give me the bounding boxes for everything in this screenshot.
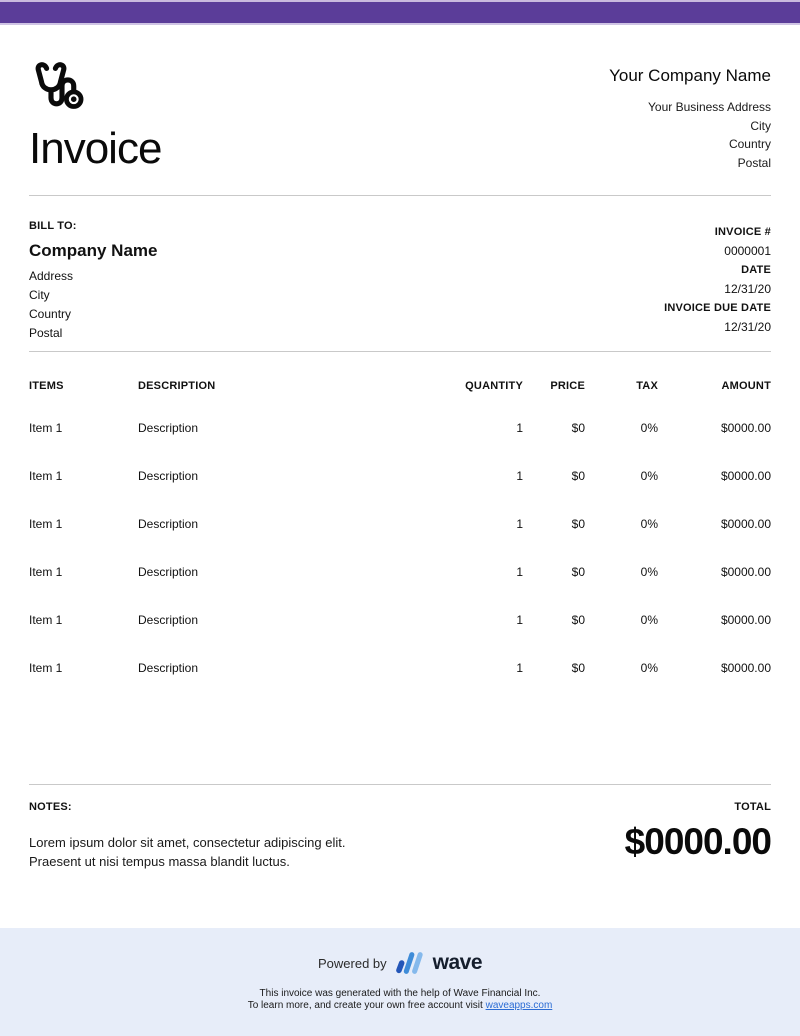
table-row (29, 452, 771, 500)
bill-to-label: BILL TO: (29, 220, 77, 232)
cell-price: $0 (571, 613, 585, 627)
cell-item: Item 1 (29, 565, 63, 579)
invoice-date-label: DATE (741, 264, 771, 276)
cell-price: $0 (571, 469, 585, 483)
cell-quantity: 1 (516, 421, 523, 435)
wave-wordmark: wave (432, 951, 483, 974)
bill-to-address (29, 267, 157, 343)
cell-quantity: 1 (516, 613, 523, 627)
cell-quantity: 1 (516, 517, 523, 531)
invoice-meta (664, 223, 771, 351)
cell-quantity: 1 (516, 661, 523, 675)
waveapps-link[interactable]: waveapps.com (485, 1000, 553, 1011)
cell-price: $0 (571, 517, 585, 531)
cell-item: Item 1 (29, 469, 63, 483)
line-items-table (29, 352, 771, 785)
bill-to-address-line: Address (29, 269, 74, 283)
table-row (29, 404, 771, 452)
notes-block (29, 801, 345, 928)
footer-line-2 (0, 1000, 800, 1012)
column-header-price: PRICE (550, 380, 585, 392)
cell-item: Item 1 (29, 613, 63, 627)
billing-section (29, 196, 771, 352)
company-name: Your Company Name (609, 66, 771, 85)
bill-to-address-line: Country (29, 307, 72, 321)
company-address (609, 98, 771, 172)
cell-amount: $0000.00 (720, 613, 771, 627)
notes-line: Praesent ut nisi tempus massa blandit luctus. (29, 854, 290, 869)
cell-price: $0 (571, 565, 585, 579)
cell-amount: $0000.00 (720, 469, 771, 483)
footer-line-1: This invoice was generated with the help of Wave Financial Inc. (259, 988, 541, 999)
invoice-number-label: INVOICE # (714, 226, 771, 238)
cell-tax: 0% (640, 469, 658, 483)
cell-description: Description (138, 421, 199, 435)
company-address-line: Country (728, 137, 771, 151)
total-block (625, 801, 771, 928)
table-row (29, 596, 771, 644)
notes-line: Lorem ipsum dolor sit amet, consectetur adipiscing elit. (29, 835, 346, 850)
column-header-items: ITEMS (29, 380, 64, 392)
cell-tax: 0% (640, 517, 658, 531)
powered-by-row (0, 951, 800, 975)
cell-price: $0 (571, 421, 585, 435)
cell-tax: 0% (640, 565, 658, 579)
invoice-due-date-value: 12/31/20 (724, 320, 771, 334)
invoice-due-date-label: INVOICE DUE DATE (664, 302, 771, 314)
table-row (29, 500, 771, 548)
invoice-header (29, 25, 771, 196)
cell-quantity: 1 (516, 469, 523, 483)
invoice-date-value: 12/31/20 (724, 282, 771, 296)
cell-description: Description (138, 613, 199, 627)
cell-amount: $0000.00 (720, 661, 771, 675)
bill-to-address-line: Postal (29, 326, 63, 340)
company-address-line: Your Business Address (648, 100, 771, 114)
stethoscope-icon (29, 55, 161, 117)
bill-to-company-name: Company Name (29, 241, 158, 260)
cell-amount: $0000.00 (720, 517, 771, 531)
invoice-number-value: 0000001 (724, 244, 771, 258)
footer-disclaimer (0, 988, 800, 1012)
column-header-tax: TAX (636, 380, 658, 392)
column-header-description: DESCRIPTION (138, 380, 216, 392)
column-header-amount: AMOUNT (721, 380, 771, 392)
company-address-line: Postal (737, 155, 771, 170)
cell-quantity: 1 (516, 565, 523, 579)
notes-text (29, 833, 345, 871)
cell-item: Item 1 (29, 661, 63, 675)
cell-tax: 0% (640, 661, 658, 675)
bill-to-block (29, 220, 157, 351)
table-row (29, 548, 771, 596)
cell-description: Description (138, 469, 199, 483)
total-value: $0000.00 (624, 821, 771, 862)
cell-price: $0 (571, 661, 585, 675)
summary-section (29, 785, 771, 928)
cell-tax: 0% (640, 613, 658, 627)
cell-description: Description (138, 517, 199, 531)
cell-tax: 0% (640, 421, 658, 435)
cell-description: Description (138, 565, 199, 579)
table-header-row (29, 352, 771, 404)
cell-amount: $0000.00 (720, 565, 771, 579)
footer (0, 928, 800, 1036)
accent-top-bar (0, 0, 800, 25)
column-header-quantity: QUANTITY (465, 380, 523, 392)
wave-logo-icon (394, 951, 426, 975)
bill-to-address-line: City (29, 288, 50, 302)
cell-amount: $0000.00 (720, 421, 771, 435)
footer-line-2-text: To learn more, and create your own free account visit (247, 1000, 486, 1011)
company-address-line: City (750, 118, 771, 133)
cell-description: Description (138, 661, 199, 675)
notes-label: NOTES: (29, 801, 72, 813)
total-label: TOTAL (734, 801, 771, 813)
powered-by-text: Powered by (317, 955, 387, 971)
page-title: Invoice (29, 124, 162, 173)
cell-item: Item 1 (29, 421, 63, 435)
cell-item: Item 1 (29, 517, 63, 531)
table-row (29, 644, 771, 692)
